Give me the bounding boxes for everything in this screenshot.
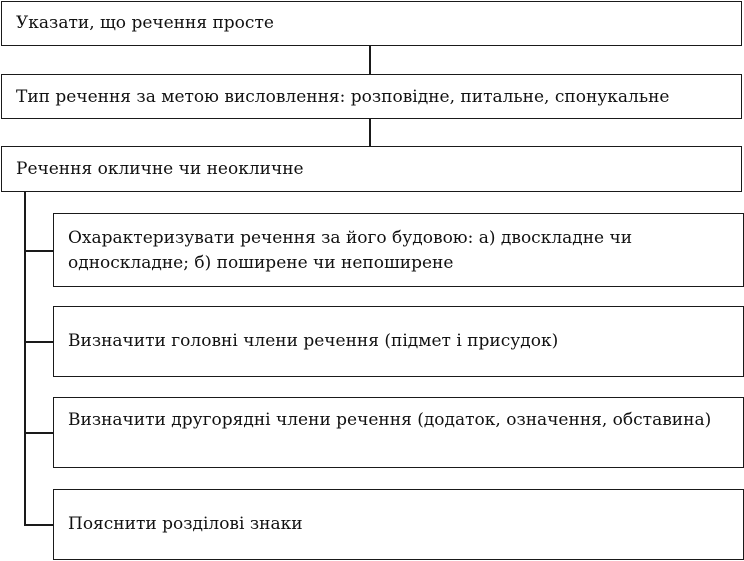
- connector-bracket-substep-4: [24, 524, 53, 526]
- connector-bracket-vertical: [24, 192, 26, 525]
- connector-bracket-substep-2: [24, 341, 53, 343]
- step-label: Указати, що речення просте: [16, 13, 274, 33]
- substep-box-main-members: [53, 306, 744, 377]
- step-label: Тип речення за метою висловлення: розповідне, питальне, спонукальне: [16, 87, 670, 107]
- connector-step1-step2: [369, 46, 371, 74]
- step-box-simple-sentence: [1, 1, 742, 46]
- step-box-purpose-type: [1, 74, 742, 119]
- substep-box-secondary-members: [53, 397, 744, 468]
- substep-label: Визначити головні члени речення (підмет і присудок): [68, 331, 559, 351]
- substep-label: Пояснити розділові знаки: [68, 514, 303, 534]
- connector-bracket-substep-1: [24, 250, 53, 252]
- substep-box-structure: [53, 213, 744, 287]
- connector-bracket-substep-3: [24, 432, 53, 434]
- step-box-exclamation: [1, 146, 742, 192]
- substep-label: Охарактеризувати речення за його будовою: а) двоскладне чи односкладне; б) поширене чи непоширене: [68, 228, 633, 273]
- substep-box-punctuation: [53, 489, 744, 560]
- connector-step2-step3: [369, 119, 371, 146]
- substep-label: Визначити другорядні члени речення (додаток, означення, обставина): [68, 410, 712, 430]
- step-label: Речення окличне чи неокличне: [16, 159, 304, 179]
